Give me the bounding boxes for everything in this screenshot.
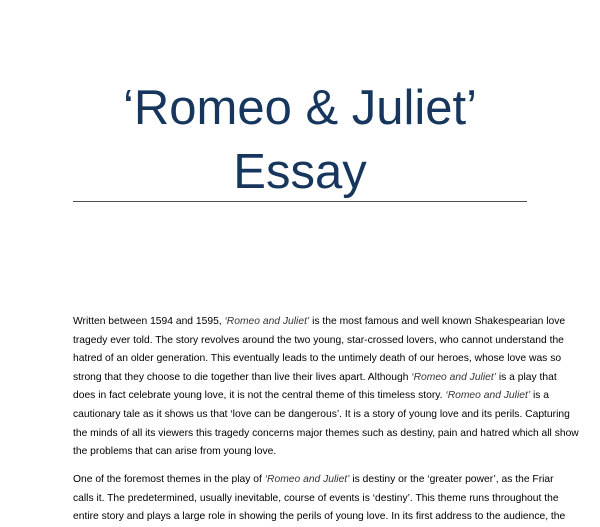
italic-play-title: ‘Romeo and Juliet’: [411, 371, 497, 383]
text-run: the minds of all its viewers this tragedy concerns major themes such as destiny, pain and hatred which all show: [73, 427, 579, 439]
text-run: hatred of an older generation. This eventually leads to the untimely death of our heroes, whose love was so: [73, 353, 562, 365]
text-line: [73, 508, 566, 527]
text-run: entire story and plays a large role in showing the perils of young love. In its first address to the audience, the: [73, 511, 566, 523]
text-run: tragedy ever told. The story revolves around the two young, star-crossed lovers, who cannot understand the: [73, 334, 564, 346]
text-line: [73, 490, 559, 509]
essay-title-line2: Essay: [233, 145, 367, 199]
text-line: [73, 332, 564, 351]
italic-play-title: ‘Romeo and Juliet’: [445, 390, 531, 402]
italic-play-title: ‘Romeo and Juliet’: [224, 316, 310, 327]
text-line: [73, 443, 533, 462]
text-run: the problems that can arise from young love.: [73, 446, 277, 458]
text-line: [73, 369, 557, 388]
text-run: is destiny or the ‘greater power’, as the Friar: [349, 474, 554, 485]
text-run: is the most famous and well known Shakespearian love: [309, 316, 566, 327]
text-line: [73, 406, 570, 425]
text-line: [73, 387, 550, 406]
text-run: Written between 1594 and 1595,: [73, 316, 225, 327]
text-line: [73, 471, 554, 490]
text-run: cautionary tale as it shows us that ‘love can be dangerous’. It is a story of young love and its perils. Capturing: [73, 408, 570, 420]
italic-play-title: ‘Romeo and Juliet’: [264, 474, 350, 485]
text-run: strong that they choose to die together than live their lives apart. Although: [73, 371, 412, 383]
title-underline-divider: [73, 201, 527, 202]
text-run: One of the foremost themes in the play of: [73, 474, 265, 485]
paragraph-1: [73, 313, 579, 462]
paragraph-2: [73, 471, 566, 527]
text-run: calls it. The predetermined, usually inevitable, course of events is ‘destiny’. This theme runs throughout the: [73, 492, 559, 504]
text-run: is a play that: [496, 371, 557, 383]
text-run: does in fact celebrate young love, it is not the central theme of this timeless story.: [73, 390, 446, 402]
text-run: is a: [530, 390, 550, 402]
text-line: [73, 425, 579, 444]
text-line: [73, 313, 566, 332]
essay-title-line1: ‘Romeo & Juliet’: [122, 81, 478, 135]
text-line: [73, 350, 562, 369]
